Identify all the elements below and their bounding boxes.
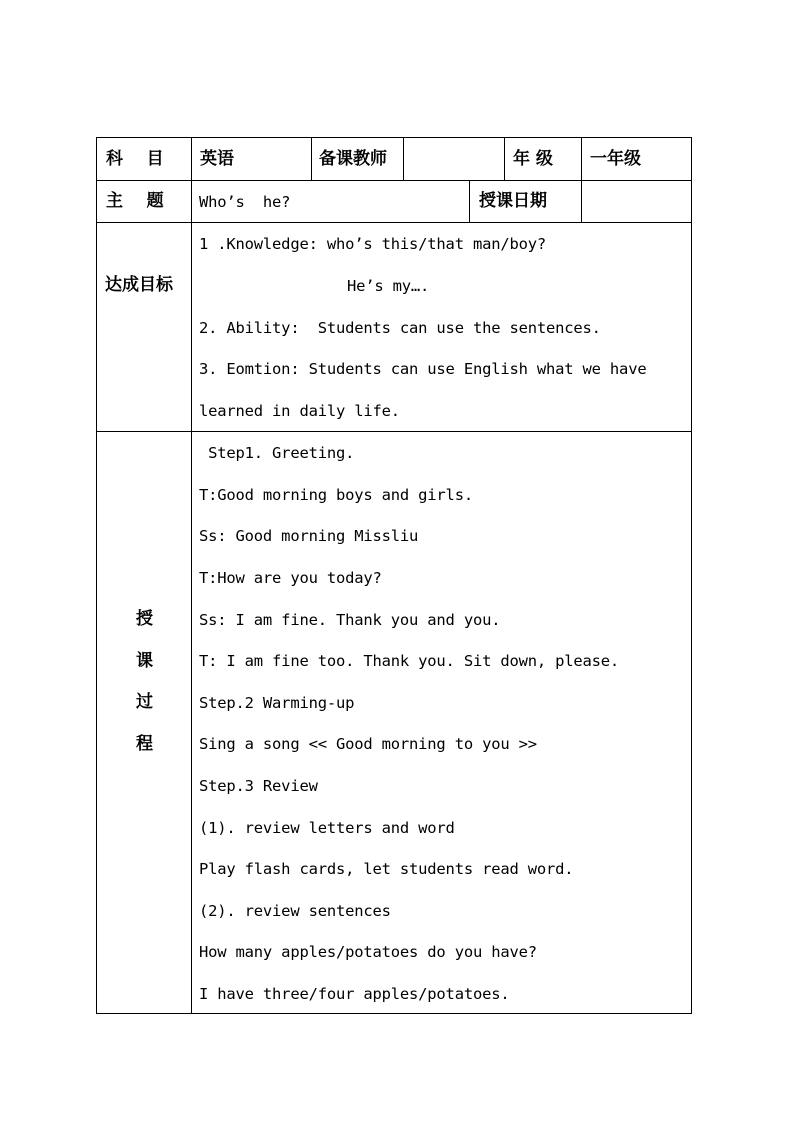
process-line: Ss: Good morning Missliu [199,527,419,545]
process-line: T:How are you today? [199,569,382,587]
process-label-char-3: 过 [136,692,153,712]
row2-divider-a [469,180,470,223]
table-border-left [96,137,97,1014]
label-column-divider [191,137,192,1014]
process-line: Play flash cards, let students read word. [199,860,574,878]
row1-divider-c [504,137,505,181]
goal-line-emotion-cont: learned in daily life. [199,402,400,420]
row-divider-1 [96,180,692,181]
process-line: (2). review sentences [199,902,391,920]
topic-label: 主 题 [106,191,164,211]
process-line: T: I am fine too. Thank you. Sit down, please. [199,652,620,670]
goal-line-ability: 2. Ability: Students can use the sentences. [199,319,601,337]
grade-value: 一年级 [590,149,641,169]
process-line: Sing a song << Good morning to you >> [199,735,537,753]
process-label-char-1: 授 [136,609,153,629]
row-divider-3 [96,431,692,432]
process-line: How many apples/potatoes do you have? [199,943,537,961]
teacher-label: 备课教师 [319,149,387,169]
process-line: T:Good morning boys and girls. [199,486,473,504]
subject-value: 英语 [200,149,234,169]
row2-divider-b [581,180,582,223]
date-label: 授课日期 [479,191,547,211]
process-line: (1). review letters and word [199,819,455,837]
table-border-right [691,137,692,1014]
process-line: Step.2 Warming-up [199,694,355,712]
row1-divider-b [403,137,404,181]
row1-divider-a [311,137,312,181]
topic-value: Who’s he? [199,193,291,211]
table-border-top [96,137,692,138]
row-divider-2 [96,222,692,223]
subject-label: 科 目 [106,149,164,169]
process-line: Step.3 Review [199,777,318,795]
process-line: I have three/four apples/potatoes. [199,985,510,1003]
process-label-char-2: 课 [136,651,153,671]
goals-label: 达成目标 [105,275,173,295]
goal-line-knowledge-answer: He’s my…. [347,277,430,295]
goal-line-knowledge: 1 .Knowledge: who’s this/that man/boy? [199,235,547,253]
grade-label: 年 级 [513,149,553,169]
process-line: Ss: I am fine. Thank you and you. [199,611,501,629]
goal-line-emotion: 3. Eomtion: Students can use English what we have [199,360,647,378]
process-label-char-4: 程 [136,734,153,754]
process-line: Step1. Greeting. [199,444,355,462]
row1-divider-d [581,137,582,181]
table-border-bottom [96,1013,692,1014]
